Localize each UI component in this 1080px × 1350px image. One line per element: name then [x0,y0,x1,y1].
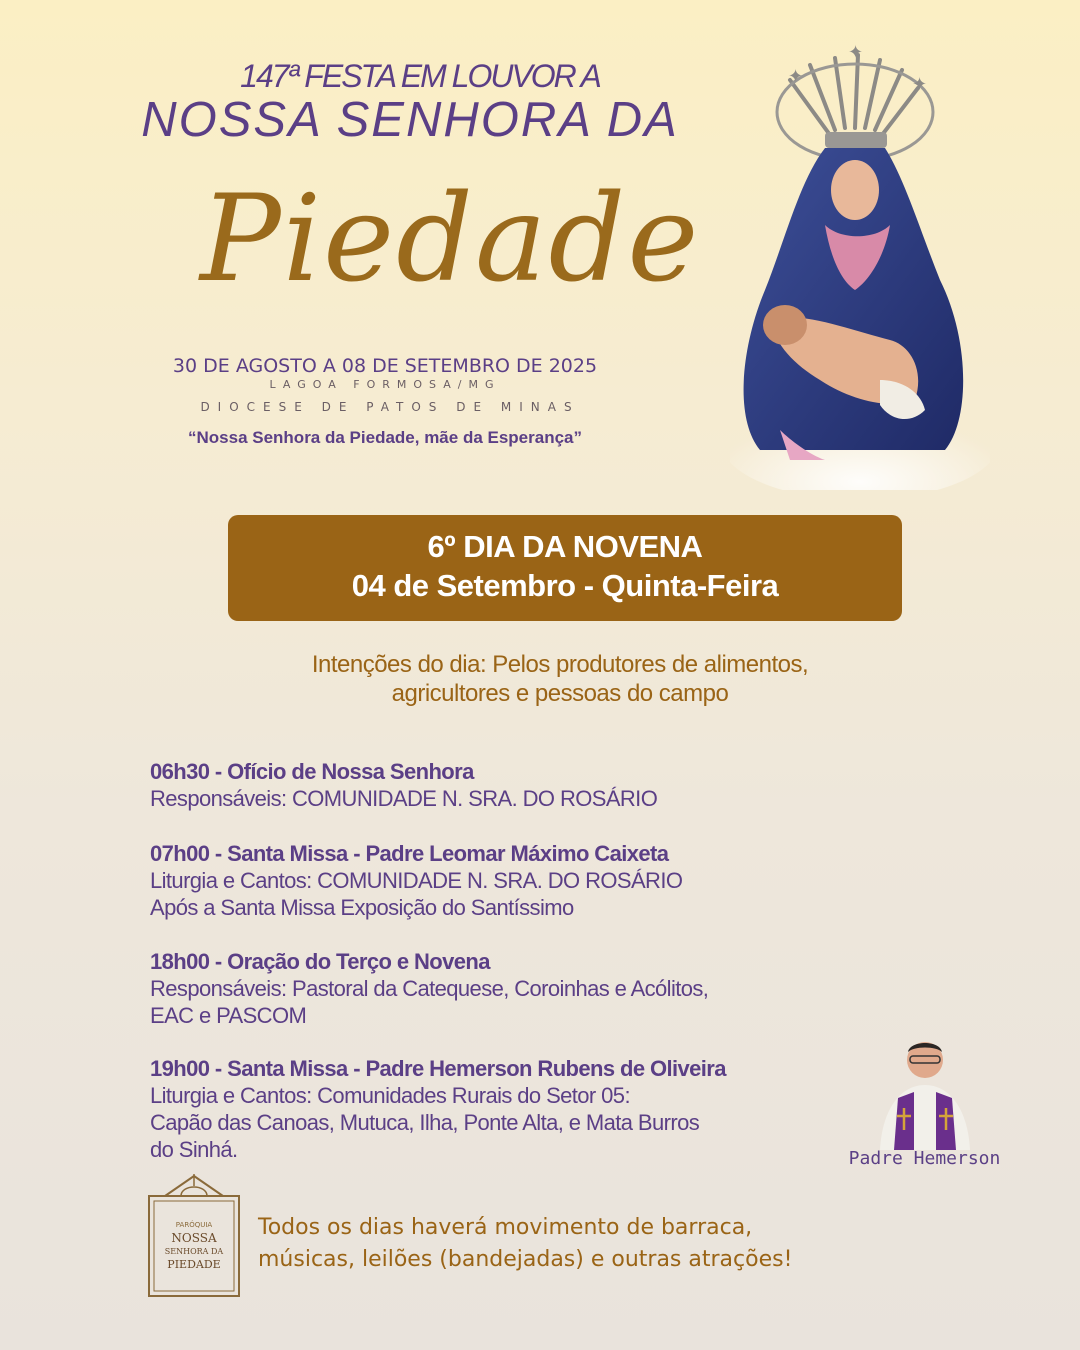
festa-edition-title: 147ª FESTA EM LOUVOR A [240,58,600,94]
festa-city: LAGOA FORMOSA/MG [269,378,501,391]
novena-day-label: 6º DIA DA NOVENA [427,529,703,564]
day-intentions [150,650,970,708]
logo-text-piedade: PIEDADE [167,1258,221,1271]
novena-date-label: 04 de Setembro - Quinta-Feira [351,568,779,603]
schedule-item [150,948,850,1029]
schedule-item-title: 19h00 - Santa Missa - Padre Hemerson Rubens de Oliveira [150,1056,726,1081]
schedule-item-detail: EAC e PASCOM [150,1003,307,1028]
festa-dates: 30 DE AGOSTO A 08 DE SETEMBRO DE 2025 [172,355,598,377]
schedule-item-detail: Liturgia e Cantos: COMUNIDADE N. SRA. DO ROSÁRIO [150,868,683,893]
schedule-item-detail: Responsáveis: COMUNIDADE N. SRA. DO ROSÁRIO [150,786,658,811]
piedade-script-title: Piedade [200,170,701,309]
footer-line-1: Todos os dias haverá movimento de barraca, [258,1215,753,1240]
priest-name-caption: Padre Hemerson [848,1148,1001,1169]
logo-text-senhora: SENHORA DA [164,1247,224,1256]
schedule-item-detail: Responsáveis: Pastoral da Catequese, Coroinhas e Acólitos, [150,976,709,1001]
schedule-item [150,758,850,812]
footer-announcement [258,1212,958,1276]
schedule-item-title: 18h00 - Oração do Terço e Novena [150,949,490,974]
schedule-item [150,840,850,921]
svg-text:✦: ✦ [912,74,928,95]
schedule-item-title: 06h30 - Ofício de Nossa Senhora [150,759,474,784]
schedule-item-detail: Liturgia e Cantos: Comunidades Rurais do Setor 05: [150,1083,630,1108]
schedule-item [150,1055,850,1163]
schedule-item-detail: do Sinhá. [150,1137,238,1162]
schedule-item-title: 07h00 - Santa Missa - Padre Leomar Máximo Caixeta [150,841,669,866]
festa-diocese: DIOCESE DE PATOS DE MINAS [200,400,580,414]
schedule-item-detail: Após a Santa Missa Exposição do Santíssimo [150,895,574,920]
pieta-statue-image [730,40,990,490]
intentions-line-1: Intenções do dia: Pelos produtores de alimentos, [311,651,809,678]
parish-logo [145,1172,243,1300]
footer-line-2: músicas, leilões (bandejadas) e outras atrações! [258,1247,793,1272]
logo-text-top: PARÓQUIA [175,1221,213,1229]
svg-text:✦: ✦ [848,42,864,63]
festa-motto: “Nossa Senhora da Piedade, mãe da Esperança” [188,428,582,447]
intentions-line-2: agricultores e pessoas do campo [391,680,729,707]
logo-text-nossa: NOSSA [171,1231,217,1245]
svg-text:✦: ✦ [788,66,804,87]
festa-title: NOSSA SENHORA DA [141,93,679,147]
priest-photo [870,1030,980,1150]
novena-day-banner [228,515,902,621]
schedule-item-detail: Capão das Canoas, Mutuca, Ilha, Ponte Alta, e Mata Burros [150,1110,700,1135]
